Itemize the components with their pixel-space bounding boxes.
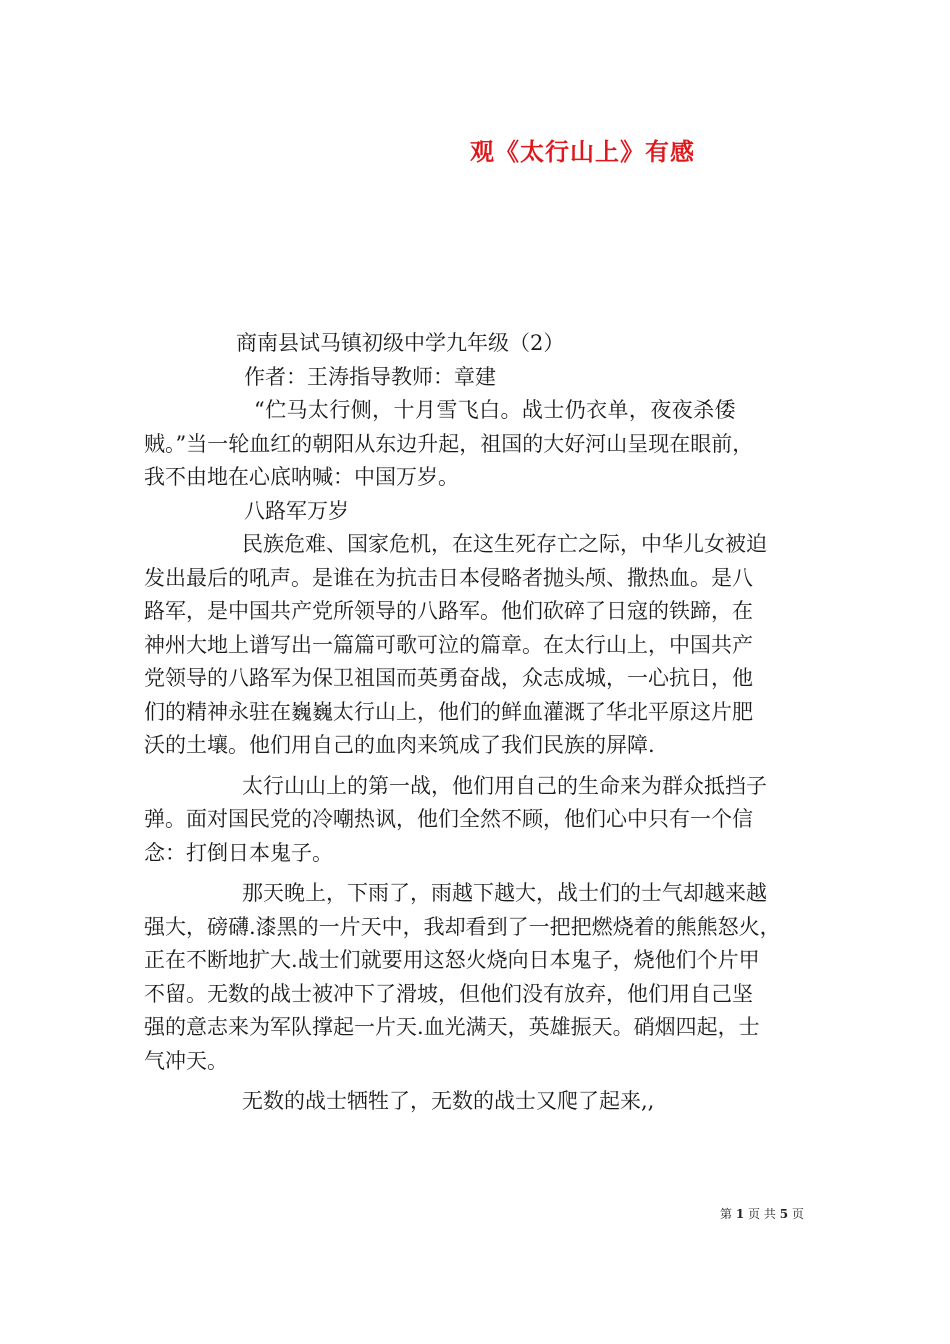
school-line: 商南县试马镇初级中学九年级（2） (236, 331, 565, 355)
poem-block (144, 394, 814, 495)
paragraph-line: 神州大地上谱写出一篇篇可歌可泣的篇章。在太行山上，中国共产 (144, 632, 753, 657)
paragraph-2 (144, 770, 814, 871)
document-title: 观《太行山上》有感 (470, 137, 695, 166)
paragraph-line: 民族危难、国家危机，在这生死存亡之际，中华儿女被迫 (242, 532, 767, 556)
author-line: 作者：王涛指导教师：章建 (244, 364, 496, 389)
paragraph-line: 沃的土壤。他们用自己的血肉来筑成了我们民族的屏障. (144, 733, 655, 757)
paragraph-line: 气冲天。 (144, 1048, 228, 1073)
footer-total-pages: 5 (779, 1207, 789, 1221)
section-heading: 八路军万岁 (244, 498, 349, 523)
paragraph-line: 发出最后的吼声。是谁在为抗击日本侵略者抛头颅、撒热血。是八 (144, 565, 753, 590)
paragraph-3 (144, 877, 814, 1078)
poem-line: “伫马太行侧，十月雪飞白。战士仍衣单，夜夜杀倭 (254, 398, 736, 422)
paragraph-line: 们的精神永驻在巍巍太行山上，他们的鲜血灌溉了华北平原这片肥 (144, 699, 753, 724)
paragraph-line: 不留。无数的战士被冲下了滑坡，但他们没有放弃，他们用自己坚 (144, 981, 753, 1006)
paragraph-line: 念：打倒日本鬼子。 (144, 840, 333, 865)
footer-suffix: 页 (791, 1207, 804, 1221)
paragraph-line: 路军，是中国共产党所领导的八路军。他们砍碎了日寇的铁蹄，在 (144, 599, 753, 623)
paragraph-line: 党领导的八路军为保卫祖国而英勇奋战，众志成城，一心抗日，他 (144, 666, 753, 690)
paragraph-1 (144, 528, 814, 763)
page-footer (720, 1205, 804, 1222)
paragraph-4 (144, 1085, 814, 1119)
footer-middle: 页 共 (748, 1207, 776, 1221)
footer-page-number: 1 (735, 1207, 745, 1221)
paragraph-line: 太行山山上的第一战，他们用自己的生命来为群众抵挡子 (242, 773, 767, 798)
document-body (144, 327, 814, 1119)
poem-line: 我不由地在心底呐喊：中国万岁。 (144, 465, 459, 489)
paragraph-line: 正在不断地扩大.战士们就要用这怒火烧向日本鬼子，烧他们个片甲 (144, 948, 760, 972)
paragraph-line: 强的意志来为军队撑起一片天.血光满天，英雄振天。硝烟四起，士 (144, 1015, 760, 1039)
paragraph-line: 无数的战士牺牲了，无数的战士又爬了起来,, (242, 1089, 655, 1113)
paragraph-line: 那天晚上，下雨了，雨越下越大，战士们的士气却越来越 (242, 881, 767, 905)
paragraph-line: 弹。面对国民党的冷嘲热讽，他们全然不顾，他们心中只有一个信 (144, 807, 753, 831)
paragraph-line: 强大，磅礴.漆黑的一片天中，我却看到了一把把燃烧着的熊熊怒火， (144, 914, 781, 939)
footer-prefix: 第 (720, 1207, 733, 1221)
poem-line: 贼。”当一轮血红的朝阳从东边升起，祖国的大好河山呈现在眼前， (144, 431, 754, 456)
